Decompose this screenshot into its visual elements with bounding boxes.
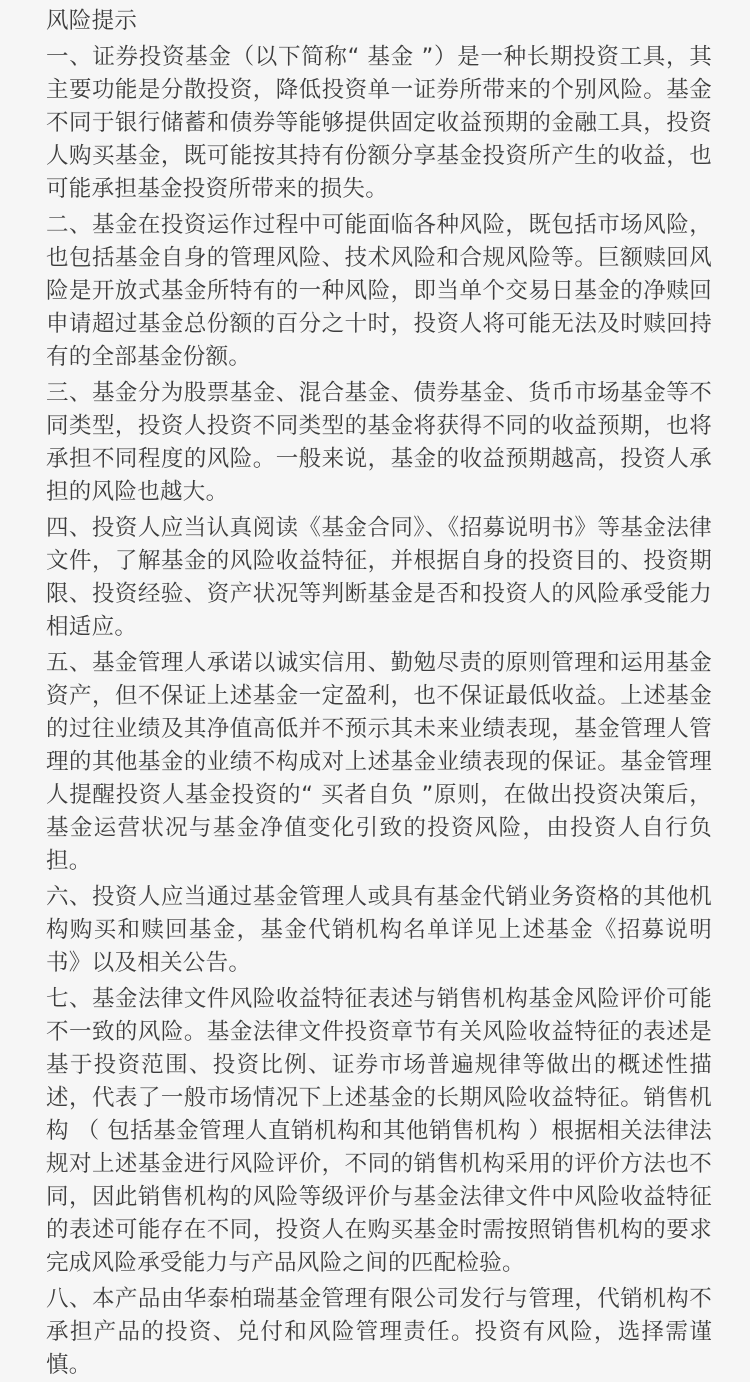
risk-paragraph-4: 四、投资人应当认真阅读《基金合同》、《招募说明书》等基金法律文件，了解基金的风险收益特征，并根据自身的投资目的、投资期限、投资经验、资产状况等判断基金是否和投资人的风险承受能力相适应。 (46, 515, 712, 640)
page-title: 风险提示 (46, 8, 138, 34)
risk-paragraph-3: 三、基金分为股票基金、混合基金、债券基金、货币市场基金等不同类型，投资人投资不同类型的基金将获得不同的收益预期，也将承担不同程度的风险。一般来说，基金的收益预期越高，投资人承担的风险也越大。 (46, 380, 712, 505)
risk-paragraph-7: 七、基金法律文件风险收益特征表述与销售机构基金风险评价可能不一致的风险。基金法律文件投资章节有关风险收益特征的表述是基于投资范围、投资比例、证券市场普遍规律等做出的概述性描述，代表了一般市场情况下上述基金的长期风险收益特征。销售机构 （ 包括基金管理人直销机构和其他销售机构 ）根据相关法律法规对上述基金进行风险评价，不同的销售机构采用的评价方法也不同，因此销售机构的风险等级评价与基金法律文件中风险收益特征的表述可能存在不同，投资人在购买基金时需按照销售机构的要求完成风险承受能力与产品风险之间的匹配检验。 (46, 986, 712, 1276)
risk-paragraph-6: 六、投资人应当通过基金管理人或具有基金代销业务资格的其他机构购买和赎回基金，基金代销机构名单详见上述基金《招募说明书》以及相关公告。 (46, 884, 712, 976)
risk-paragraph-2: 二、基金在投资运作过程中可能面临各种风险，既包括市场风险，也包括基金自身的管理风险、技术风险和合规风险等。巨额赎回风险是开放式基金所特有的一种风险，即当单个交易日基金的净赎回申请超过基金总份额的百分之十时，投资人将可能无法及时赎回持有的全部基金份额。 (46, 212, 712, 370)
risk-paragraph-8: 八、本产品由华泰柏瑞基金管理有限公司发行与管理，代销机构不承担产品的投资、兑付和风险管理责任。投资有风险，选择需谨慎。 (46, 1286, 712, 1378)
risk-paragraph-1: 一、证券投资基金（以下简称“ 基金 ”）是一种长期投资工具，其主要功能是分散投资，降低投资单一证券所带来的个别风险。基金不同于银行储蓄和债券等能够提供固定收益预期的金融工具，投资人购买基金，既可能按其持有份额分享基金投资所产生的收益，也可能承担基金投资所带来的损失。 (46, 44, 712, 202)
risk-paragraph-5: 五、基金管理人承诺以诚实信用、勤勉尽责的原则管理和运用基金资产，但不保证上述基金一定盈利，也不保证最低收益。上述基金的过往业绩及其净值高低并不预示其未来业绩表现，基金管理人管理的其他基金的业绩不构成对上述基金业绩表现的保证。基金管理人提醒投资人基金投资的“ 买者自负 ”原则，在做出投资决策后，基金运营状况与基金净值变化引致的投资风险，由投资人自行负担。 (46, 650, 712, 874)
